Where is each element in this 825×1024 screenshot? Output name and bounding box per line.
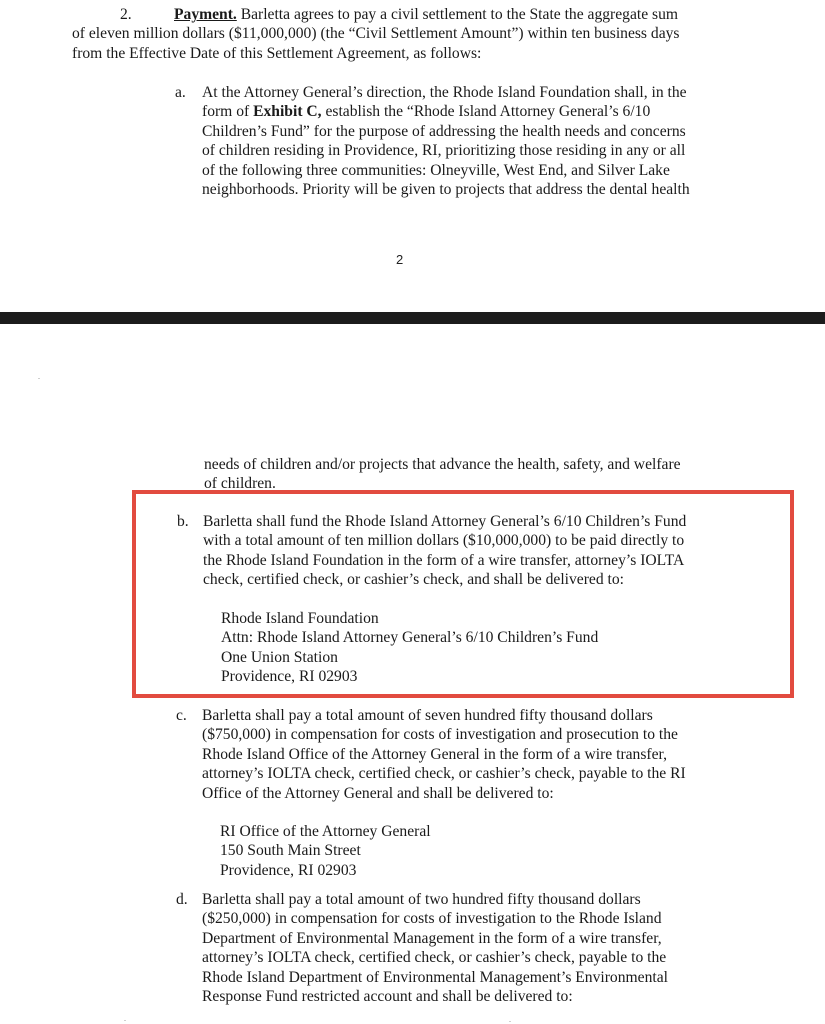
section-2-line-1-text: Barletta agrees to pay a civil settlement to the State the aggregate sum [240, 6, 679, 23]
address-line: Providence, RI 02903 [221, 668, 358, 686]
item-a-line-5: of the following three communities: Olneyville, West End, and Silver Lake [202, 161, 670, 179]
item-a-continuation [204, 455, 764, 494]
item-c-line: Office of the Attorney General and shall be delivered to: [202, 784, 554, 802]
scan-speck [124, 1020, 126, 1021]
section-2-line-1 [72, 5, 772, 24]
item-c-address [220, 822, 740, 880]
item-d-line: Department of Environmental Management in the form of a wire transfer, [202, 929, 662, 947]
section-2-line-2: of eleven million dollars ($11,000,000) (the “Civil Settlement Amount”) within ten business days [72, 25, 680, 43]
item-b-line: Barletta shall fund the Rhode Island Attorney General’s 6/10 Children’s Fund [203, 513, 687, 530]
item-c-label: c. [176, 707, 187, 724]
address-line: Providence, RI 02903 [220, 861, 357, 879]
item-c-line: ($750,000) in compensation for costs of investigation and prosecution to the [202, 726, 678, 744]
item-a-line-3: Children’s Fund” for the purpose of addressing the health needs and concerns [202, 122, 686, 140]
item-b-label: b. [177, 513, 189, 530]
address-line: One Union Station [221, 648, 338, 666]
address-line: Attn: Rhode Island Attorney General’s 6/10 Children’s Fund [221, 629, 599, 647]
section-2-paragraph [72, 5, 772, 63]
section-2-line-3: from the Effective Date of this Settlement Agreement, as follows: [72, 44, 482, 62]
scan-speck [509, 1021, 511, 1022]
address-line: 150 South Main Street [220, 842, 361, 860]
item-a-line-4: of children residing in Providence, RI, prioritizing those residing in any or all [202, 142, 686, 160]
item-a-paragraph [202, 83, 762, 199]
section-number: 2. [120, 6, 132, 23]
item-c-line: attorney’s IOLTA check, certified check, or cashier’s check, payable to the RI [202, 765, 686, 783]
item-b-line: check, certified check, or cashier’s check, and shall be delivered to: [203, 571, 624, 589]
item-a-line-2 [202, 102, 762, 121]
item-d-line: Rhode Island Department of Environmental Management’s Environmental [202, 968, 668, 986]
page-break-divider [0, 312, 825, 324]
item-c-line: Barletta shall pay a total amount of seven hundred fifty thousand dollars [202, 707, 653, 724]
item-d-line: attorney’s IOLTA check, certified check, or cashier’s check, payable to the [202, 949, 667, 967]
exhibit-c-reference: Exhibit C, [253, 103, 322, 121]
item-c-line: Rhode Island Office of the Attorney General in the form of a wire transfer, [202, 745, 668, 763]
item-a-label: a. [175, 84, 186, 101]
item-d-line: Response Fund restricted account and shall be delivered to: [202, 988, 573, 1006]
scan-speck [38, 378, 40, 379]
address-line: Rhode Island Foundation [221, 610, 379, 627]
item-a-continuation-line-1: needs of children and/or projects that advance the health, safety, and welfare [204, 456, 681, 473]
item-d-line: Barletta shall pay a total amount of two hundred fifty thousand dollars [202, 891, 641, 908]
item-a-line-2-pre: form of [202, 103, 250, 121]
item-c-paragraph [202, 706, 762, 803]
item-d-paragraph [202, 890, 762, 1006]
item-a-line-6: neighborhoods. Priority will be given to projects that address the dental health [202, 181, 690, 199]
item-b-line: with a total amount of ten million dollars ($10,000,000) to be paid directly to [203, 532, 685, 550]
item-a-line-1: At the Attorney General’s direction, the Rhode Island Foundation shall, in the [202, 84, 687, 101]
item-b-address [221, 609, 741, 687]
section-heading: Payment. [174, 6, 237, 23]
address-line: RI Office of the Attorney General [220, 823, 431, 840]
item-a-line-2-post: establish the “Rhode Island Attorney General’s 6/10 [325, 103, 651, 121]
item-a-continuation-line-2: of children. [204, 475, 276, 493]
item-b-line: the Rhode Island Foundation in the form of a wire transfer, attorney’s IOLTA [203, 551, 685, 569]
item-d-line: ($250,000) in compensation for costs of investigation to the Rhode Island [202, 910, 662, 928]
item-b-paragraph [203, 512, 763, 590]
page-number: 2 [396, 252, 404, 267]
item-d-label: d. [176, 891, 188, 908]
